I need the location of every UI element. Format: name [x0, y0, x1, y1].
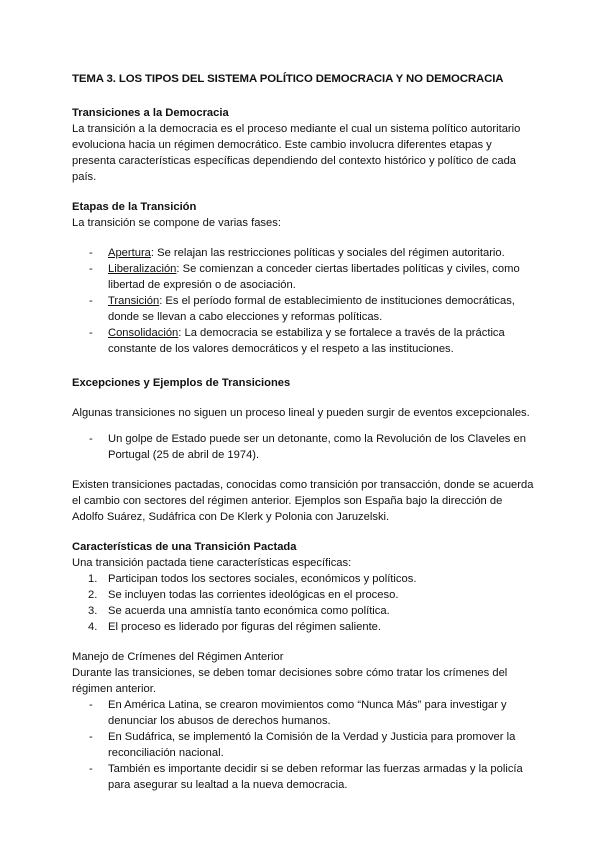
list-item: - En América Latina, se crearon movimientos como “Nunca Más” para investigar y denunciar los abusos de derechos humanos. — [72, 697, 534, 729]
section-heading-caracteristicas: Características de una Transición Pactada — [72, 541, 297, 553]
item-number: 3. — [88, 605, 98, 617]
section-heading-crimenes: Manejo de Crímenes del Régimen Anterior — [72, 651, 284, 663]
section-heading-excepciones: Excepciones y Ejemplos de Transiciones — [72, 377, 291, 389]
exceptions-list — [72, 431, 534, 463]
list-item — [72, 587, 534, 603]
page-title: TEMA 3. LOS TIPOS DEL SISTEMA POLÍTICO DEMOCRACIA Y NO DEMOCRACIA — [72, 73, 504, 85]
item-text: Participan todos los sectores sociales, económicos y políticos. — [108, 573, 417, 585]
item-text: : Se comienzan a conceder ciertas libertades políticas y civiles, como libertad de expresión o de asociación. — [108, 263, 520, 291]
section-intro: La transición se compone de varias fases: — [72, 217, 281, 229]
item-text: : Se relajan las restricciones políticas y sociales del régimen autoritario. — [150, 247, 505, 259]
item-text: Se acuerda una amnistía tanto económica como política. — [108, 605, 390, 617]
crimes-list — [72, 697, 534, 793]
list-item — [72, 293, 534, 325]
list-item: - También es importante decidir si se deben reformar las fuerzas armadas y la policía para asegurar su lealtad a la nueva democracia. — [72, 761, 534, 793]
item-text: : Es el período formal de establecimiento de instituciones democráticas, donde se llevan a cabo elecciones y reformas políticas. — [108, 295, 515, 323]
section-intro: Algunas transiciones no siguen un proceso lineal y pueden surgir de eventos excepcionales. — [72, 407, 530, 419]
item-text: El proceso es liderado por figuras del régimen saliente. — [108, 621, 382, 633]
item-number: 1. — [88, 573, 98, 585]
characteristics-list — [72, 571, 534, 635]
list-item — [72, 571, 534, 587]
list-item — [72, 619, 534, 635]
section-intro: Una transición pactada tiene características específicas: — [72, 557, 352, 569]
item-number: 4. — [88, 621, 98, 633]
list-item — [72, 245, 534, 261]
term-transicion: Transición — [108, 295, 160, 307]
list-item: - Un golpe de Estado puede ser un detonante, como la Revolución de los Claveles en Portugal (25 de abril de 1974). — [72, 431, 534, 463]
list-item — [72, 325, 534, 357]
term-liberalizacion: Liberalización — [108, 263, 177, 275]
section-heading-etapas: Etapas de la Transición — [72, 201, 197, 213]
section-paragraph: La transición a la democracia es el proceso mediante el cual un sistema político autoritario evoluciona hacia un régimen democrático. Este cambio involucra diferentes etapas y presenta características específicas dependiendo del contexto histórico y político de cada país. — [72, 123, 521, 183]
item-text: : La democracia se estabiliza y se fortalece a través de la práctica constante de los valores democráticos y el respeto a las instituciones. — [108, 327, 505, 355]
list-item — [72, 261, 534, 293]
section-paragraph: Existen transiciones pactadas, conocidas como transición por transacción, donde se acuerda el cambio con sectores del régimen anterior. Ejemplos son España bajo la dirección de Adolfo Suárez, Sudáfrica con De Klerk y Polonia con Jaruzelski. — [72, 479, 534, 523]
term-apertura: Apertura — [108, 247, 151, 259]
stages-list — [72, 245, 534, 357]
section-heading-transiciones: Transiciones a la Democracia — [72, 107, 229, 119]
item-text: Se incluyen todas las corrientes ideológicas en el proceso. — [108, 589, 399, 601]
list-item: - En Sudáfrica, se implementó la Comisión de la Verdad y Justicia para promover la reconciliación nacional. — [72, 729, 534, 761]
item-number: 2. — [88, 589, 98, 601]
document-page — [72, 71, 534, 793]
list-item — [72, 603, 534, 619]
section-intro: Durante las transiciones, se deben tomar decisiones sobre cómo tratar los crímenes del régimen anterior. — [72, 667, 508, 695]
term-consolidacion: Consolidación — [108, 327, 179, 339]
